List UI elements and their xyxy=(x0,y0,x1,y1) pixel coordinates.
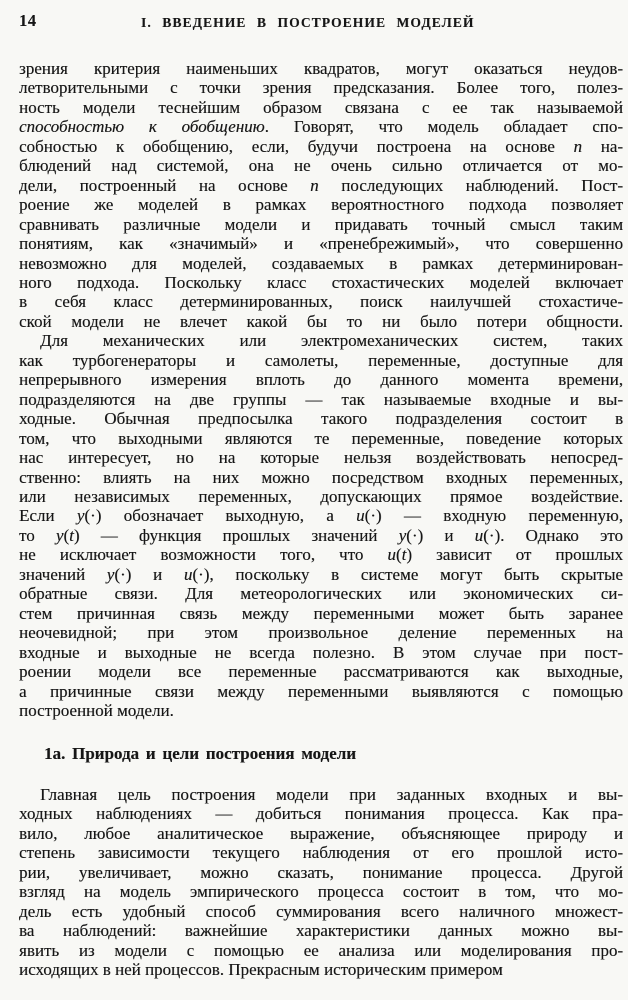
running-title: I. ВВЕДЕНИЕ В ПОСТРОЕНИЕ МОДЕЛЕЙ xyxy=(141,15,475,30)
text-line: неочевидной; при этом произвольное деление переменных на xyxy=(19,623,623,643)
text-line: явить из модели с помощью ее анализа или моделирования про- xyxy=(19,940,623,960)
text-line: то y(t) — функция прошлых значений y(·) и u(·). Однако это xyxy=(19,525,623,545)
text-line: ственно: влиять на них можно посредством входных переменных, xyxy=(19,467,623,487)
text-line: роение же моделей в рамках вероятностного подхода позволяет xyxy=(19,195,623,215)
text-line: Для механических или электромеханических систем, таких xyxy=(40,331,623,351)
text-line: зрения критерия наименьших квадратов, могут оказаться неудов- xyxy=(19,59,623,78)
text-line: не исключает возможности того, что u(t) зависит от прошлых xyxy=(19,545,623,565)
body-text-bottom xyxy=(19,785,623,980)
text-line: в себя класс детерминированных, поиск наилучшей стохастиче- xyxy=(19,292,623,312)
text-line: стем причинная связь между переменными может быть заранее xyxy=(19,603,623,623)
text-line: рии, увеличивает, можно сказать, понимание процесса. Другой xyxy=(19,862,623,882)
text-line: а причинные связи между переменными выявляются с помощью xyxy=(19,681,623,701)
text-line: дель есть удобный способ суммирования всего наличного множест- xyxy=(19,901,623,921)
text-line: блюдений над системой, она не очень сильно отличается от мо- xyxy=(19,156,623,176)
text-line: ходных наблюдениях — добиться понимания процесса. Как пра- xyxy=(19,804,623,824)
text-line: ской модели не влечет какой бы то ни было потери общности. xyxy=(19,311,623,331)
page-number: 14 xyxy=(19,11,37,30)
text-line: взгляд на модель эмпирического процесса состоит в том, что мо- xyxy=(19,882,623,902)
text-line: ного подхода. Поскольку класс стохастических моделей включает xyxy=(19,272,623,292)
text-line: непрерывного измерения вплоть до данного момента времени, xyxy=(19,370,623,390)
body-text-top xyxy=(19,59,623,720)
text-line: подразделяются на две группы — так называемые входные и вы- xyxy=(19,389,623,409)
text-line: ва наблюдений: важнейшие характеристики данных можно вы- xyxy=(19,921,623,941)
text-line: ность модели теснейшим образом связана с ее так называемой xyxy=(19,97,623,117)
text-line: летворительными с точки зрения предсказания. Более того, полез- xyxy=(19,78,623,98)
text-line: или независимых переменных, допускающих прямое воздействие. xyxy=(19,486,623,506)
text-line: роении модели все переменные рассматриваются как выходные, xyxy=(19,662,623,682)
text-line: как турбогенераторы и самолеты, переменные, доступные для xyxy=(19,350,623,370)
text-line: собностью к обобщению, если, будучи построена на основе n на- xyxy=(19,136,623,156)
text-line: невозможно для моделей, создаваемых в рамках детерминирован- xyxy=(19,253,623,273)
text-line: том, что выходными являются те переменные, поведение которых xyxy=(19,428,623,448)
text-line: входные и выходные не всегда полезно. В этом случае при пост- xyxy=(19,642,623,662)
text-line: способностью к обобщению. Говорят, что модель обладает спо- xyxy=(19,117,623,137)
text-line: Главная цель построения модели при заданных входных и вы- xyxy=(40,785,623,804)
section-heading: 1a. Природа и цели построения модели xyxy=(44,744,357,763)
text-line: значений y(·) и u(·), поскольку в системе могут быть скрытые xyxy=(19,564,623,584)
text-line: вило, любое аналитическое выражение, объясняющее природу и xyxy=(19,823,623,843)
text-line: исходящих в ней процессов. Прекрасным историческим примером xyxy=(19,960,503,980)
text-line: нас интересует, но на которые нельзя воздействовать непосред- xyxy=(19,448,623,468)
text-line: ходные. Обычная предпосылка такого подразделения состоит в xyxy=(19,409,623,429)
text-line: степень зависимости текущего наблюдения от его прошлой исто- xyxy=(19,843,623,863)
text-line: построенной модели. xyxy=(19,700,174,720)
text-line: Если y(·) обозначает выходную, а u(·) — входную переменную, xyxy=(19,506,623,526)
text-line: обратные связи. Для метеорологических или экономических си- xyxy=(19,584,623,604)
text-line: понятиям, как «значимый» и «пренебрежимый», что совершенно xyxy=(19,234,623,254)
text-line: дели, построенный на основе n последующих наблюдений. Пост- xyxy=(19,175,623,195)
text-line: сравнивать различные модели и придавать точный смысл таким xyxy=(19,214,623,234)
